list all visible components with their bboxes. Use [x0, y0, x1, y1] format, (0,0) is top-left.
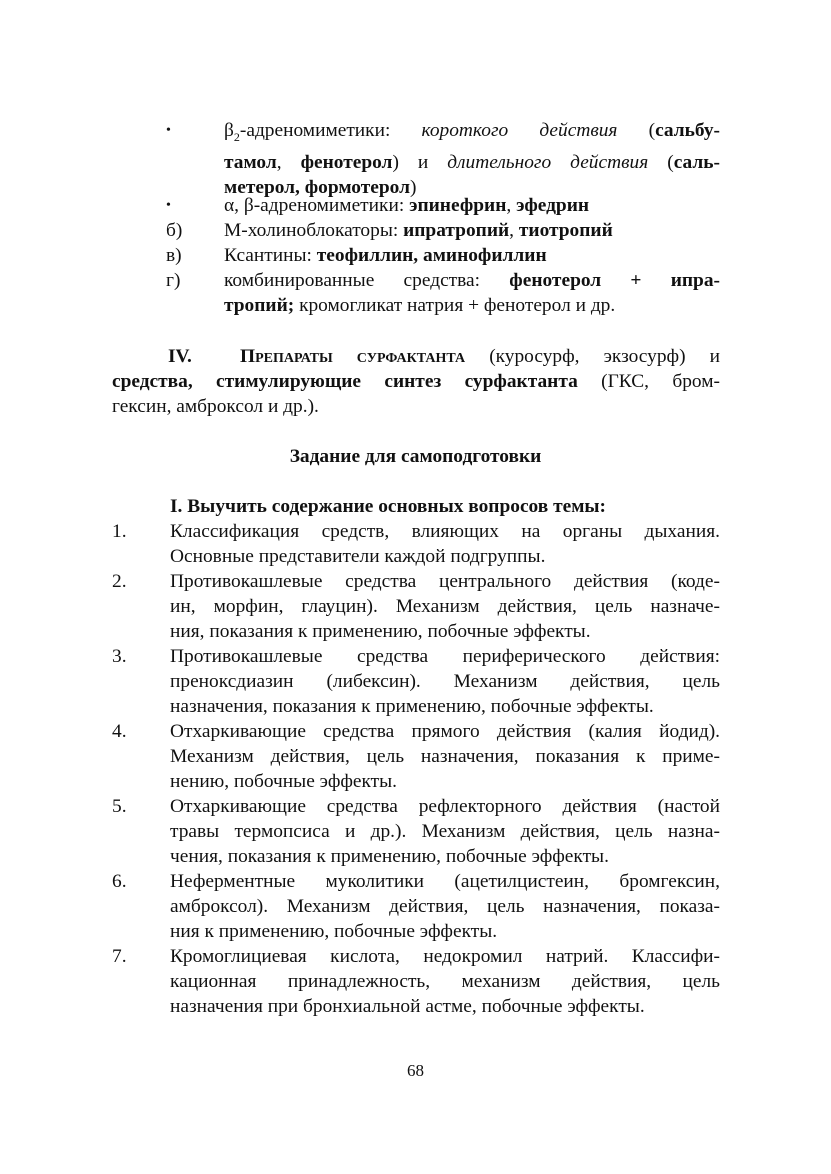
question-number: 6.	[112, 871, 127, 892]
bullet-marker: •	[166, 123, 171, 138]
bullet-marker: •	[166, 198, 171, 213]
bullet-text: $\beta_2$-адреномиметики: короткого действия (сальбу- тамол, фенотерол) и длительного действия (саль- метерол, формотерол)	[224, 120, 721, 198]
section-numeral: IV.	[168, 346, 192, 367]
section-heading: Препараты сурфактанта	[240, 346, 466, 367]
question-number: 7.	[112, 946, 127, 967]
question-number: 4.	[112, 721, 127, 742]
subsection-title: I. Выучить содержание основных вопросов темы:	[170, 496, 607, 517]
item-letter: б)	[166, 220, 183, 241]
question-number: 2.	[112, 571, 127, 592]
question-number: 3.	[112, 646, 127, 667]
item-letter: г)	[166, 270, 181, 291]
page-number: 68	[407, 1061, 424, 1080]
task-title: Задание для самоподготовки	[289, 446, 542, 467]
item-letter: в)	[166, 245, 182, 266]
question-number: 1.	[112, 521, 127, 542]
question-number: 5.	[112, 796, 127, 817]
